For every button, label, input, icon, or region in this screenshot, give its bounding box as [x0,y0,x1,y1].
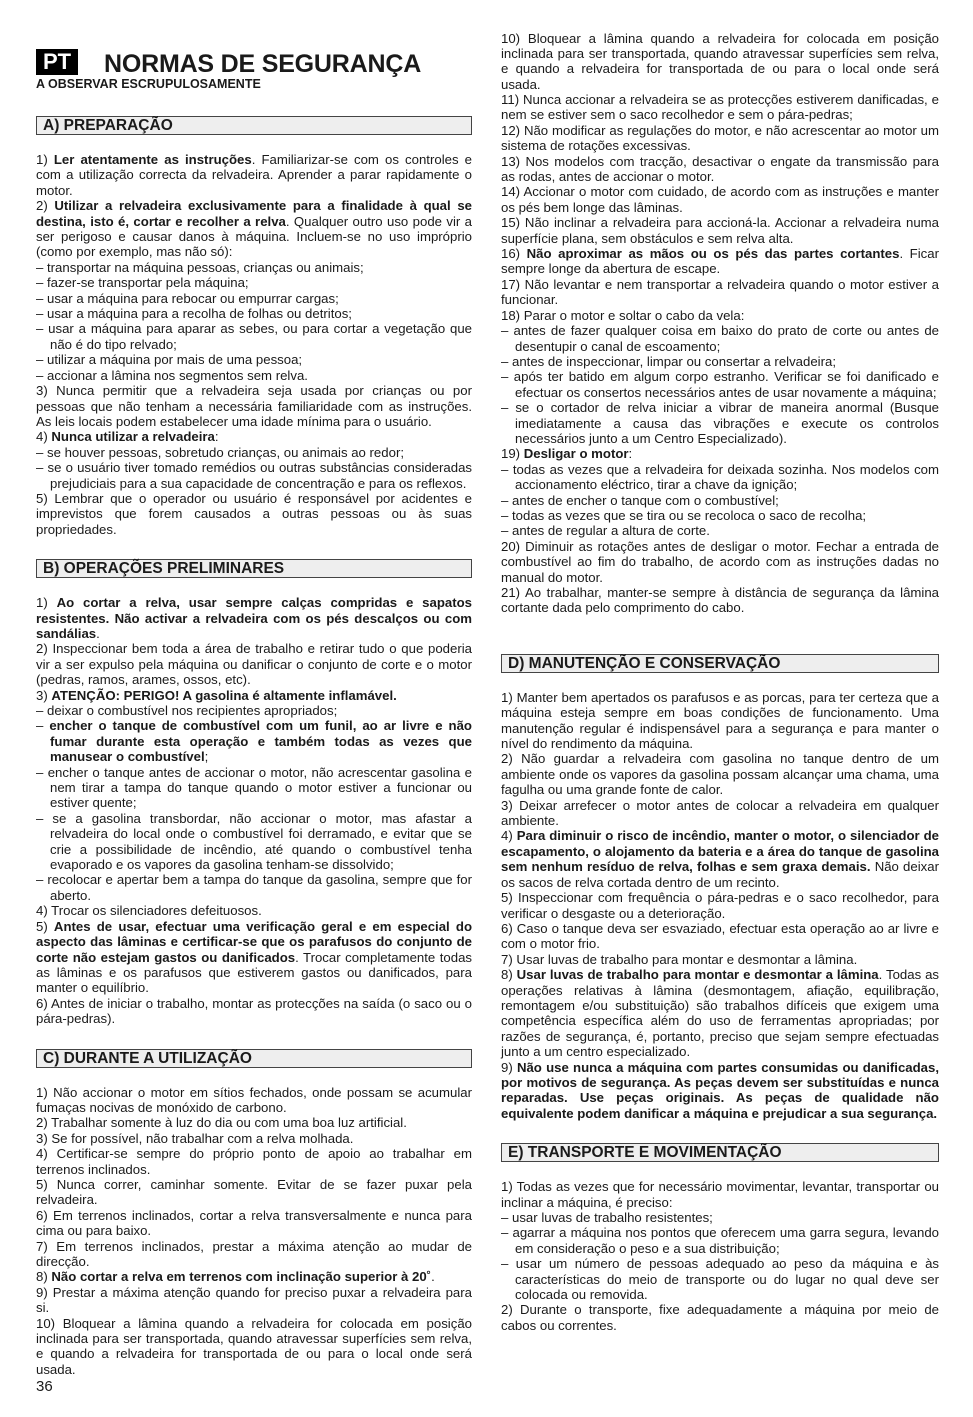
section-a-item-1: 1) Ler atentamente as instruções. Familiarizar-se com os controles e com a utilização correcta da relvadeira. Aprender a parar rapidamente o motor. [36,152,472,198]
section-e-list-item: – agarrar a máquina nos pontos que oferecem uma garra segura, levando em consideração o peso e a sua distribuição; [501,1225,939,1256]
section-c-item-10: 10) Bloquear a lâmina quando a relvadeira for colocada em posição inclinada para ser transportada, quando atravessar superfícies sem relva, e quando a relvadeira for transportada de ou para o local onde será usada. [36,1315,472,1377]
section-c-list18-item: – antes de fazer qualquer coisa em baixo do prato de corte ou antes de desentupir o canal de escoamento; [501,323,939,354]
section-d-item: 7) Usar luvas de trabalho para montar e desmontar a lâmina. [501,951,858,967]
section-c-item: 2) Trabalhar somente à luz do dia ou com uma boa luz artificial. [36,1115,407,1131]
section-c-item: 11) Nunca accionar a relvadeira se as protecções estiverem danificadas, e nem se estiver sem o saco recolhedor e sem o pára-pedras; [501,92,939,123]
section-a-list1-item: – transportar na máquina pessoas, crianças ou animais; [36,259,364,275]
section-e-item-2: 2) Durante o transporte, fixe adequadamente a máquina por meio de cabos ou correntes. [501,1302,939,1333]
section-a-item-5: 5) Lembrar que o operador ou usuário é responsável por acidentes e imprevistos que forem causados a outras pessoas ou às suas propriedades. [36,490,472,537]
section-a-list1-item: – utilizar a máquina por mais de uma pessoa; [36,352,303,368]
section-b-list-item: – encher o tanque de combustível com um funil, ao ar livre e não fumar durante esta operação e também todas as vezes que manusear o combustível; [36,718,472,765]
section-b-item-4: 4) Trocar os silenciadores defeituosos. [36,903,262,919]
section-d-item: 6) Caso o tanque deva ser esvaziado, efectuar esta operação ao ar livre e com o motor frio. [501,920,939,952]
section-a-list1-item: – fazer-se transportar pela máquina; [36,275,249,291]
section-d-item-8: 8) Usar luvas de trabalho para montar e desmontar a lâmina. Todas as operações relativas à lâmina (desmontagem, afiação, equilibração, remontagem e/ou substituição) são trabalhos difíceis que exigem uma competência específica além do uso de ferramentas apropriadas; por razões de segurança, é, portanto, preciso que sejam sempre efectuadas junto a um centro especializado. [501,967,940,1060]
section-b-item-1: 1) Ao cortar a relva, usar sempre calças compridas e sapatos resistentes. Não activar a relvadeira com os pés descalços ou com sandálias. [36,595,473,641]
section-a-list1-item: – usar a máquina para rebocar ou empurrar cargas; [36,290,339,306]
section-d-item-9: 9) Não use nunca a máquina com partes consumidas ou danificadas, por motivos de segurança. As peças devem ser substituídas e nunca reparadas. Use peças originais. As peças de qualidade não equivalente podem danificar a máquina e prejudicar a sua segurança. [501,1059,939,1121]
section-b-list-item: – recolocar e apertar bem a tampa do tanque da gasolina, sempre que for aberto. [36,872,472,903]
section-d-item: 5) Inspeccionar com frequência o pára-pedras e o saco recolhedor, para verificar o desgaste ou a deterioração. [501,890,939,921]
section-c-item: 14) Accionar o motor com cuidado, de acordo com as instruções e manter os pés bem longe das lâminas. [501,184,939,215]
section-a-item-3: 3) Nunca permitir que a relvadeira seja usada por crianças ou por pessoas que não tenham a necessária familiaridade com as instruções. As leis locais podem estabelecer uma idade mínima para o usuário. [36,383,472,429]
page-number: 36 [36,1378,53,1395]
right-column [501,30,940,1333]
section-c-list18-item: – antes de inspeccionar, limpar ou consertar a relvadeira; [501,353,836,369]
section-a-list1-item: – usar a máquina para aparar as sebes, ou para cortar a vegetação que não é do tipo relvado; [36,321,472,352]
section-d-heading: D) MANUTENÇÃO E CONSERVAÇÃO [501,654,939,673]
section-b-heading: B) OPERAÇÕES PRELIMINARES [36,559,472,578]
section-c-item: 5) Nunca correr, caminhar somente. Evitar de se fazer puxar pela relvadeira. [36,1176,472,1208]
section-c-item-20: 20) Diminuir as rotações antes de desligar o motor. Fechar a entrada de combustível ao fim do trabalho, de acordo com as instruções dadas no manual do motor. [501,538,939,585]
section-c-item: 6) Em terrenos inclinados, cortar a relva transversalmente e nunca para cima ou para baixo. [36,1207,472,1239]
section-a-list2-item: – se houver pessoas, sobretudo crianças, ou animais ao redor; [36,444,404,460]
section-a-item-2: 2) Utilizar a relvadeira exclusivamente para a finalidade à qual se destina, isto é, cortar e recolher a relva. Qualquer outro uso pode vir a ser perigoso e causar danos à máquina. Incluem-se no uso impróprio (como por exemplo, mas não só): [36,198,473,260]
section-b-list-item: – se a gasolina transbordar, não accionar o motor, mas afastar a relvadeira do local onde o combustível foi derramado, e evitar que se crie a possibilidade de incêndio, até quando o combustível tenha evaporado e os vapores da gasolina tenham-se dissolvido; [36,810,472,873]
section-c-item-10-tail: 10) Bloquear a lâmina quando a relvadeira for colocada em posição inclinada para ser transportada, quando atravessar superfícies sem relva, e quando a relvadeira for transportada de ou para o local onde será usada. [501,30,939,92]
section-b-item-2: 2) Inspeccionar bem toda a área de trabalho e retirar tudo o que poderia vir a ser expulso pela máquina ou danificar o conjunto de corte e o motor (pedras, ramos, arames, ossos, etc). [36,641,472,688]
section-c-heading: C) DURANTE A UTILIZAÇÃO [36,1049,472,1068]
page-subtitle: A OBSERVAR ESCRUPULOSAMENTE [36,77,261,91]
section-d-item-4: 4) Para diminuir o risco de incêndio, manter o motor, o silenciador de escapamento, o alojamento da bateria e a área do tanque de gasolina sem nenhum resíduo de relva, folhas e sem graxa demais. Não deixar os sacos de relva cortada dentro de um recinto. [501,828,939,890]
section-a-list1-item: – usar a máquina para a recolha de folhas ou detritos; [36,306,352,322]
section-c-item-16: 16) Não aproximar as mãos ou os pés das partes cortantes. Ficar sempre longe da abertura de escape. [501,246,939,277]
section-c-item-21: 21) Ao trabalhar, manter-se sempre à distância de segurança da lâmina cortante dada pelo comprimento do cabo. [501,585,939,616]
section-a-heading: A) PREPARAÇÃO [36,116,472,135]
left-column [36,116,473,1377]
language-badge: PT [36,49,78,75]
section-b-item-5: 5) Antes de usar, efectuar uma verificação geral e em especial do aspecto das lâminas e certificar-se que os parafusos do conjunto de corte não estejam gastos ou danificados. Trocar completamente todas as lâminas e os parafusos que estiverem gastos ou danificados, para manter o equilíbrio. [36,918,473,996]
page-title: NORMAS DE SEGURANÇA [104,50,422,78]
section-c-list18-item: – após ter batido em algum corpo estranho. Verificar se foi danificado e efectuar os consertos necessários antes de usar novamente a máquina; [501,369,939,400]
section-c-item: 4) Certificar-se sempre do próprio ponto de apoio ao trabalhar em terrenos inclinados. [36,1146,472,1177]
section-b-item-6: 6) Antes de iniciar o trabalho, montar as protecções na saída (o saco ou o pára-pedras). [36,995,472,1027]
section-c-list19-item: – todas as vezes que se tira ou se recoloca o saco de recolha; [501,507,867,523]
section-c-item: 1) Não accionar o motor em sítios fechados, onde possam se acumular fumaças nocivas de monóxido de carbono. [36,1084,472,1115]
section-b-list-item: – encher o tanque antes de accionar o motor, não acrescentar gasolina e nem tirar a tampa do tanque quando o motor estiver a funcionar ou estiver quente; [36,764,472,811]
section-e-list-item: – usar luvas de trabalho resistentes; [501,1210,713,1225]
section-a-item-4: 4) Nunca utilizar a relvadeira: [36,429,219,445]
section-c-item-8: 8) Não cortar a relva em terrenos com inclinação superior à 20˚. [36,1269,435,1285]
section-c-item: 3) Se for possível, não trabalhar com a relva molhada. [36,1130,354,1146]
section-c-item-18: 18) Parar o motor e soltar o cabo da vela: [501,307,745,323]
section-b-item-3: 3) ATENÇÃO: PERIGO! A gasolina é altamente inflamável. [36,687,397,703]
section-c-list19-item: – antes de regular a altura de corte. [501,523,710,539]
section-d-item: 3) Deixar arrefecer o motor antes de colocar a relvadeira em qualquer ambiente. [501,797,939,829]
section-c-item-19: 19) Desligar o motor: [501,446,633,462]
section-c-item-10-continued [501,30,939,92]
section-c-item-9: 9) Prestar a máxima atenção quando for preciso puxar a relvadeira para si. [36,1284,472,1316]
section-c-item: 15) Não inclinar a relvadeira para accioná-la. Accionar a relvadeira numa superfície plana, sem obstáculos e sem relva alta. [501,215,939,246]
section-c-list19-item: – todas as vezes que a relvadeira for deixada sozinha. Nos modelos com accionamento eléctrico, tirar a chave da ignição; [501,461,939,493]
section-a-list2-item: – se o usuário tiver tomado remédios ou outras substâncias consideradas prejudiciais para a sua capacidade de concentração e para os reflexos. [36,460,472,491]
section-c-item: 12) Não modificar as regulações do motor, e não acrescentar ao motor um sistema de rotações excessivas. [501,122,939,154]
section-c-item-17: 17) Não levantar e nem transportar a relvadeira quando o motor estiver a funcionar. [501,276,939,308]
section-c-list18-item: – se o cortador de relva iniciar a vibrar de maneira anormal (Busque imediatamente a causa das vibrações e execute os controlos necessários junto a um Centro Especializado). [501,400,939,446]
section-e-list-item: – usar um número de pessoas adequado ao peso da máquina e às características do meio de transporte ou do lugar no qual deve ser colocada ou removida. [501,1256,939,1303]
section-c-item: 13) Nos modelos com tracção, desactivar o engate da transmissão para as rodas, antes de accionar o motor. [501,153,939,185]
section-b-list-item: – deixar o combustível nos recipientes apropriados; [36,703,338,718]
section-e-item-1: 1) Todas as vezes que for necessário movimentar, levantar, transportar ou inclinar a máquina, é preciso: [501,1179,939,1210]
section-d-item: 1) Manter bem apertados os parafusos e as porcas, para ter certeza que a máquina esteja sempre em boas condições de funcionamento. Uma manutenção regular é indispensável para a segurança e para manter o nível do rendimento da máquina. [501,689,939,752]
section-a-list1-item: – accionar a lâmina nos segmentos sem relva. [36,367,308,383]
section-d-item: 2) Não guardar a relvadeira com gasolina no tanque dentro de um ambiente onde os vapores da gasolina possam alcançar uma chama, uma fagulha ou uma grande fonte de calor. [501,751,939,798]
section-e-heading: E) TRANSPORTE E MOVIMENTAÇÃO [501,1143,939,1162]
section-c-item: 7) Em terrenos inclinados, prestar a máxima atenção ao mudar de direcção. [36,1238,472,1269]
section-c-list19-item: – antes de encher o tanque com o combustível; [501,492,779,508]
